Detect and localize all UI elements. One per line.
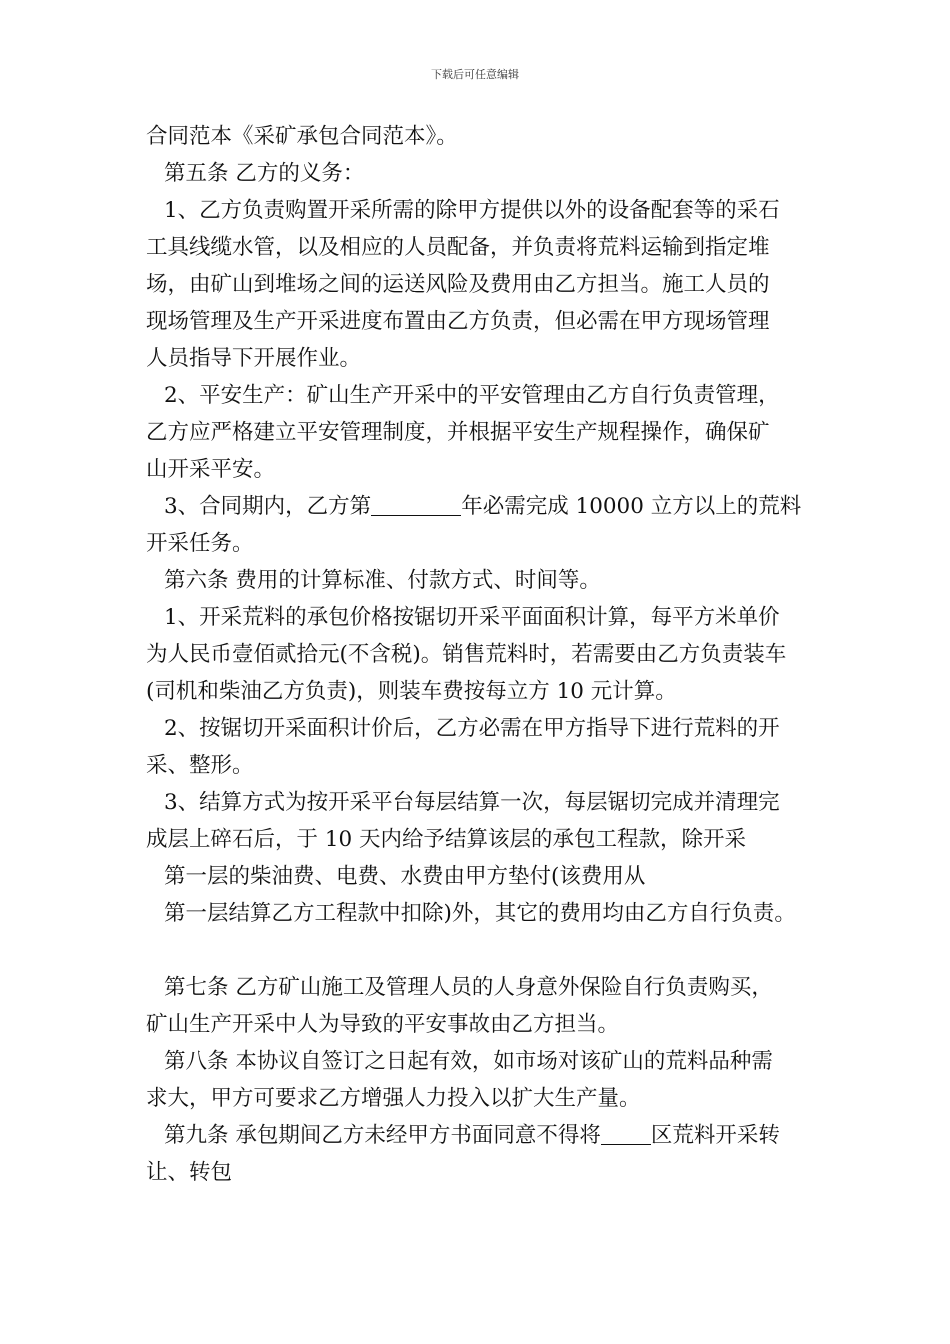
text-line: 合同范本《采矿承包合同范本》。: [146, 124, 458, 149]
text-segment: 3、合同期内，乙方第: [164, 494, 372, 519]
text-line: 人员指导下开展作业。: [146, 346, 362, 371]
text-line-with-blank: [164, 494, 801, 520]
text-line: 2、平安生产：矿山生产开采中的平安管理由乙方自行负责管理，: [164, 383, 780, 408]
text-line: 第一层的柴油费、电费、水费由甲方垫付(该费用从: [164, 864, 646, 889]
article-heading: 第六条 费用的计算标准、付款方式、时间等。: [164, 568, 601, 593]
text-line-with-blank: [164, 1123, 780, 1149]
fill-in-blank[interactable]: [601, 1124, 651, 1145]
text-line: 现场管理及生产开采进度布置由乙方负责，但必需在甲方现场管理: [146, 309, 770, 334]
text-line: 矿山生产开采中人为导致的平安事故由乙方担当。: [146, 1012, 620, 1037]
page-header: 下载后可任意编辑: [431, 68, 519, 81]
text-line: 场，由矿山到堆场之间的运送风险及费用由乙方担当。施工人员的: [146, 272, 770, 297]
text-line: 求大，甲方可要求乙方增强人力投入以扩大生产量。: [146, 1086, 641, 1111]
text-line: 乙方应严格建立平安管理制度，并根据平安生产规程操作，确保矿: [146, 420, 770, 445]
text-line: 成层上碎石后，于 10 天内给予结算该层的承包工程款，除开采: [146, 827, 747, 852]
text-line: (司机和柴油乙方负责)，则装车费按每立方 10 元计算。: [146, 679, 677, 704]
text-line: 开采任务。: [146, 531, 254, 556]
text-line: 让、转包: [146, 1160, 233, 1185]
article-heading: 第七条 乙方矿山施工及管理人员的人身意外保险自行负责购买，: [164, 975, 773, 1000]
text-line: 2、按锯切开采面积计价后，乙方必需在甲方指导下进行荒料的开: [164, 716, 780, 741]
article-heading: 第五条 乙方的义务：: [164, 161, 365, 186]
text-line: 1、开采荒料的承包价格按锯切开采平面面积计算，每平方米单价: [164, 605, 780, 630]
article-heading: 第八条 本协议自签订之日起有效，如市场对该矿山的荒料品种需: [164, 1049, 773, 1074]
text-line: 采、整形。: [146, 753, 254, 778]
text-line: 工具线缆水管，以及相应的人员配备，并负责将荒料运输到指定堆: [146, 235, 770, 260]
text-segment: 第九条 承包期间乙方未经甲方书面同意不得将: [164, 1123, 601, 1148]
text-line: 1、乙方负责购置开采所需的除甲方提供以外的设备配套等的采石: [164, 198, 780, 223]
text-line: 山开采平安。: [146, 457, 276, 482]
text-line: 3、结算方式为按开采平台每层结算一次，每层锯切完成并清理完: [164, 790, 780, 815]
text-segment: 区荒料开采转: [650, 1123, 780, 1148]
fill-in-blank[interactable]: [371, 495, 461, 516]
text-line: 为人民币壹佰贰拾元(不含税)。销售荒料时，若需要由乙方负责装车: [146, 642, 787, 667]
text-segment: 年必需完成 10000 立方以上的荒料: [461, 494, 802, 519]
text-line: 第一层结算乙方工程款中扣除)外，其它的费用均由乙方自行负责。: [164, 901, 796, 926]
